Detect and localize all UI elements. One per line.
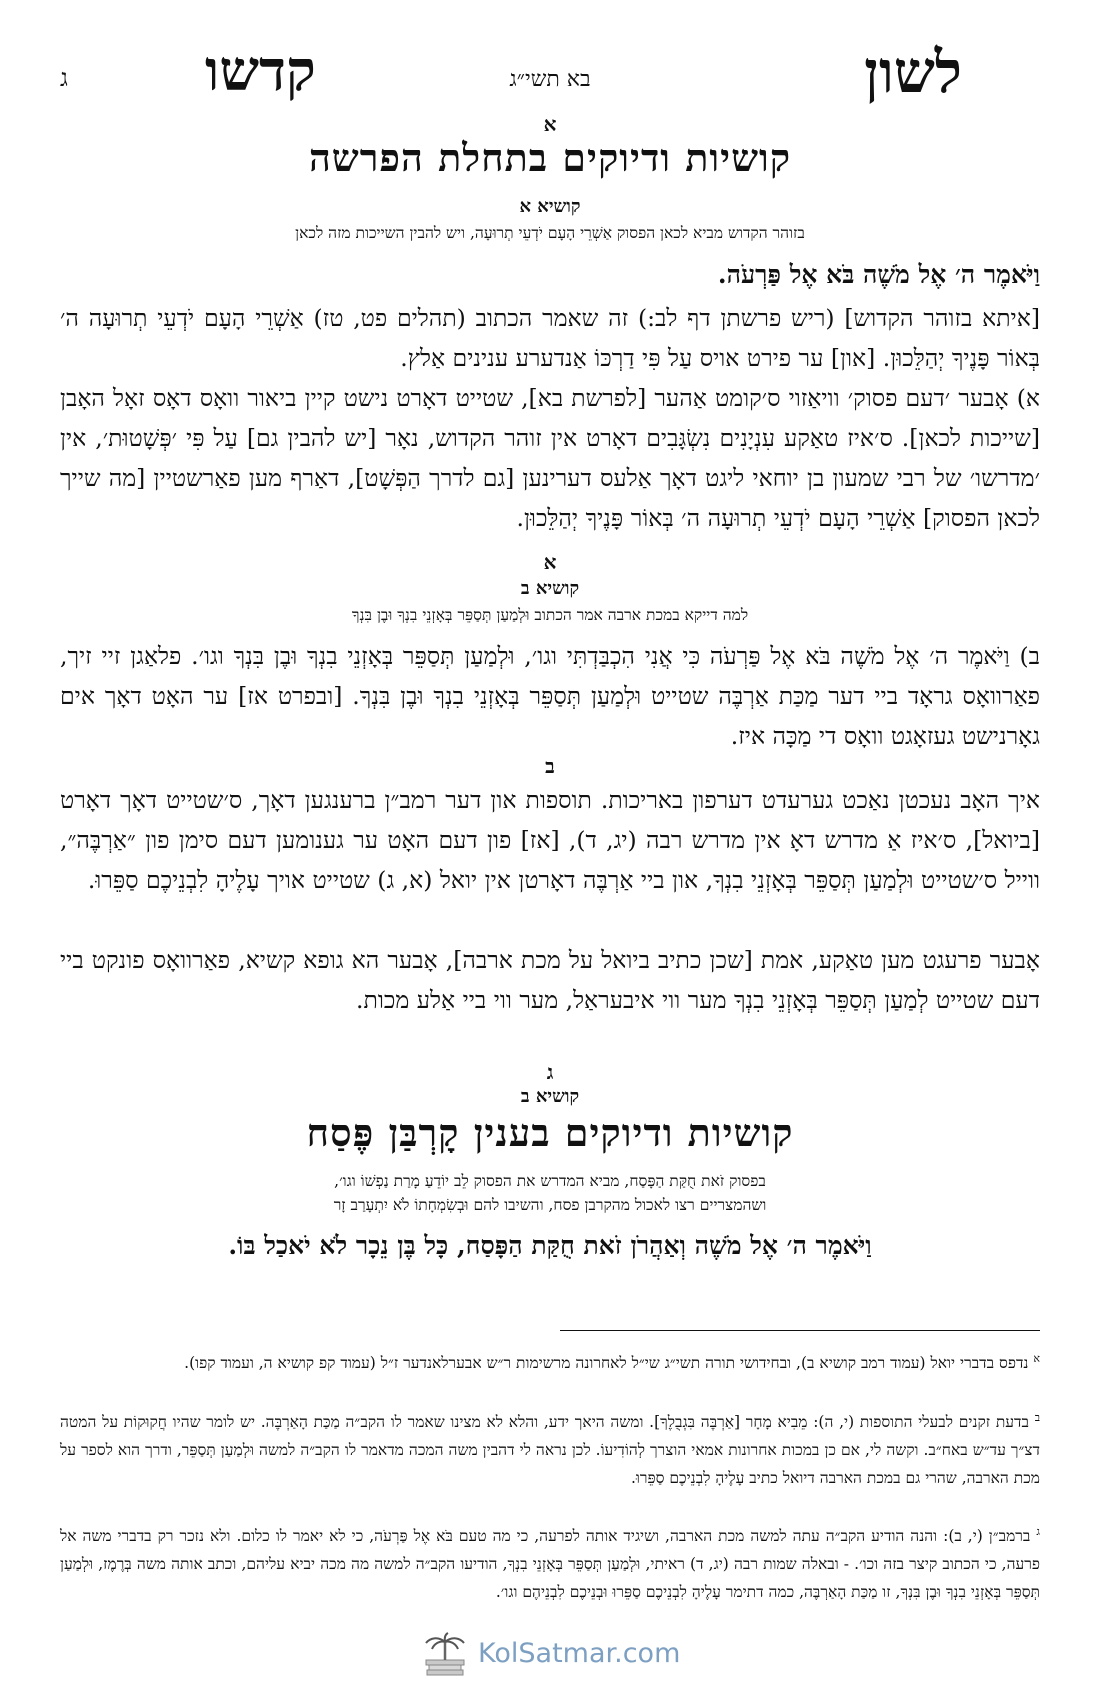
site-logo-text: KolSatmar.com [478,1638,681,1669]
section-summary: בזוהר הקדוש מביא לכאן הפסוק אַשְׁרֵי הָעָם יֹדְעֵי תְרוּעָה, ויש להבין השייכות מזה לכאן [295,224,805,242]
footnote-text: נדפס בדברי יואל (עמוד רמב קושיא ב), ובחידושי תורה תשי״ג שי״ל לאחרונה מרשימות ר״ש אבערלאנדער ז״ל (עמוד קפ קושיא ה, ועמוד קפו). [184,1354,1029,1373]
footnote [60,1404,1040,1492]
verse-line: וַיֹּאמֶר ה׳ אֶל מֹשֶׁה וְאַהֲרֹן זֹאת חֻקַּת הַפָּסַח, כָּל בֶּן נֵכָר לֹא יֹאכַל בּוֹ. [228,1231,872,1260]
paragraph: ב) וַיֹּאמֶר ה׳ אֶל מֹשֶׁה בֹּא אֶל פַּרְעֹה כִּי אֲנִי הִכְבַּדְתִּי וגו׳, וּלְמַעַן תְּסַפֵּר בְּאָזְנֵי בִנְךָ וּבֶן בִּנְךָ וגו׳. פלאַגן זיי זיך, פאַרוואָס גראָד ביי דער מַכַּת אַרְבֶּה שטייט וּלְמַעַן תְּסַפֵּר בְּאָזְנֵי בִנְךָ וּבֶן בִּנְךָ. [ובפרט אז] ער האָט דאָך אים גאָרנישט געזאָגט וואָס די מַכָּה איז. [60,642,1040,750]
footnote-marker: א [1033,1352,1040,1365]
paragraph: [איתא בזוהר הקדוש] (ריש פרשתן דף לב:) זה שאמר הכתוב (תהלים פט, טז) אַשְׁרֵי הָעָם יֹדְעֵי תְרוּעָה ה׳ בְּאוֹר פָּנֶיךָ יְהַלֵּכוּן. [און] ער פירט אויס עַל פִּי דַרְכּוֹ אַנדערע ענינים אַלץ. [60,304,1040,372]
page-number: ג [60,64,68,92]
footnote-divider [560,1330,1040,1331]
section-letter: א [543,550,557,574]
section-title: קושיות ודיוקים בתחלת הפרשה [308,135,792,180]
footnote [60,1345,1040,1377]
footnote-marker: ב [1034,1411,1040,1424]
footnote [60,1518,1040,1606]
section-summary: למה דייקא במכת ארבה אמר הכתוב וּלְמַעַן תְּסַפֵּר בְּאָזְנֵי בִנְךָ וּבֶן בִּנְךָ [351,606,749,624]
header-title-left: קדשו [205,38,316,104]
section-letter: ב [545,754,555,778]
section-letter: ג [546,1060,554,1084]
palm-tree-books-icon [420,1632,470,1676]
site-logo[interactable] [420,1632,680,1676]
kushya-heading: קושיא ב [520,578,580,599]
paragraph: אָבער פרעגט מען טאַקע, אמת [שכן כתיב ביואל על מכת ארבה], אָבער הא גופא קשיא, פאַרוואָס פונקט ביי דעם שטייט לְמַעַן תְּסַפֵּר בְּאָזְנֵי בִנְךָ מער ווי איבעראַל, מער ווי ביי אַלע מכות. [60,946,1040,1014]
paragraph: א) אָבער ׳דעם פסוק׳ וויאַזוי ס׳קומט אַהער [לפרשת בא], שטייט דאָרט נישט קיין ביאור וואָס דאָס זאָל האָבן [שייכות לכאן]. ס׳איז טאַקע עִנְיָנִים נִשְׂגָּבִים דאָרט אין זוהר הקדוש, נאָר [יש להבין גם] עַל פִּי ׳פְּשָׁטוּת׳, אין ׳מדרשו׳ של רבי שמעון בן יוחאי ליגט דאָך אַלעס דערינען [גם לדרך הַפְּשָׁט], דאַרף מען פאַרשטיין [מה שייך לכאן הפסוק] אַשְׁרֵי הָעָם יֹדְעֵי תְרוּעָה ה׳ בְּאוֹר פָּנֶיךָ יְהַלֵּכוּן. [60,384,1040,532]
header-parsha: בא תשי״ג [509,67,591,92]
kushya-heading: קושיא ב [520,1086,580,1107]
section-summary: ושהמצריים רצו לאכול מהקרבן פסח, והשיבו להם וּבְשִׂמְחָתוֹ לֹא יִתְעָרַב זָר [333,1196,767,1214]
section-title: קושיות ודיוקים בענין קָרְבַּן פֶּסַח [306,1110,794,1155]
verse-line: וַיֹּאמֶר ה׳ אֶל מֹשֶׁה בֹּא אֶל פַּרְעֹה. [717,260,1040,289]
footnote-text: ברמב״ן (י, ב): והנה הודיע הקב״ה עתה למשה מכת הארבה, ושיגיד אותה לפרעה, כי מה טעם בֹּא אֶל פַּרְעֹה, כי לא יאמר לו כלום. ולא נזכר רק בדברי משה אל פרעה, כי הכתוב קיצר בזה וכו׳. - ובאלה שמות רבה (יג, ד) ראיתי, וּלְמַעַן תְּסַפֵּר בְּאָזְנֵי בִנְךָ, הודיעו הקב״ה למשה מה מכה יביא עליהם, וכתב אותה משה בְּרֶמֶז, וּלְמַעַן תְּסַפֵּר בְּאָזְנֵי בִנְךָ וּבֶן בִּנְךָ, זו מַכַּת הָאַרְבֶּה, כמה דתימר עָלֶיהָ לִבְנֵיכֶם סַפֵּרוּ וּבְנֵיכֶם לִבְנֵיהֶם וגו׳. [60,1527,1040,1602]
header-title-right: לשון [864,38,962,106]
footnote-text: בדעת זקנים לבעלי התוספות (י, ה): מֵבִיא מָחָר [אַרְבֶּה בִּגְבֻלֶךָ]. ומשה היאך ידע, והלא לא מצינו שאמר לו הקב״ה מַכַּת הָאַרְבֶּה. יש לומר שהיו חֲקוּקוֹת על המטה דצ״ך עד״ש באח״ב. וקשה לי, אם כן במכות אחרונות אמאי הוצרך לְהוֹדִיעוֹ. לכן נראה לי דהבין משה המכה מדאמר לו הקב״ה למשה וּלְמַעַן תְּסַפֵּר, ודרך הוא לספר על מכת הארבה, שהרי גם במכת הארבה דיואל כתיב עָלֶיהָ לִבְנֵיכֶם סַפֵּרוּ. [60,1413,1040,1488]
section-summary: בפסוק זֹאת חֻקַּת הַפָּסַח, מביא המדרש את הפסוק לֵב יוֹדֵעַ מָרַת נַפְשׁוֹ וגו׳, [334,1172,766,1190]
footnote-marker: ג [1036,1525,1040,1538]
section-letter: א [543,112,557,136]
kushya-heading: קושיא א [519,196,581,217]
paragraph: איך האָב נעכטן נאַכט גערעדט דערפון באריכות. תוספות און דער רמב״ן ברענגען דאָך, ס׳שטייט דאָך דאָרט [ביואל], ס׳איז אַ מדרש דאָ אין מדרש רבה (יג, ד), [אז] פון דעם האָט ער גענומען דעם סימן פון ״אַרְבֶּה״, ווייל ס׳שטייט וּלְמַעַן תְּסַפֵּר בְּאָזְנֵי בִנְךָ, און ביי אַרְבֶּה דאָרטן אין יואל (א, ג) שטייט אויך עָלֶיהָ לִבְנֵיכֶם סַפֵּרוּ. [60,786,1040,894]
